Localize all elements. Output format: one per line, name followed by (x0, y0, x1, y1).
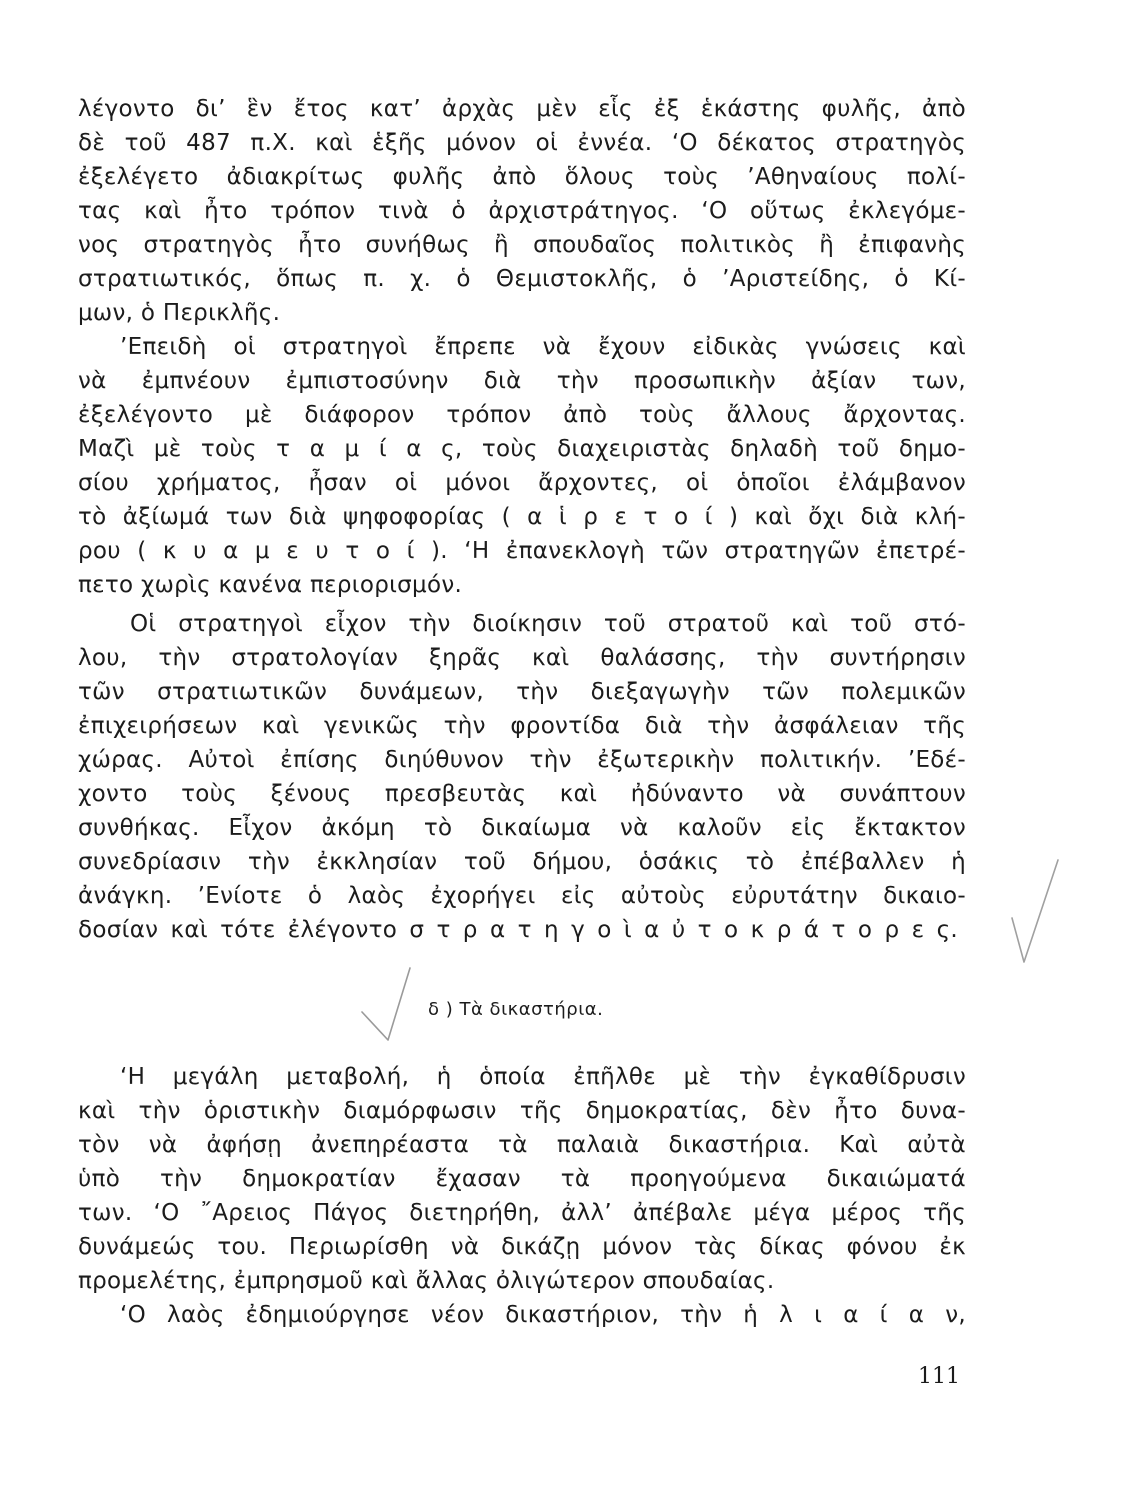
text-line: ἀνάγκη. ’Ενίοτε ὁ λαὸς ἐχορήγει εἰς αὐτοὺς εὐρυτάτην δικαιο- (78, 883, 966, 909)
text-line: μων, ὁ Περικλῆς. (78, 300, 281, 326)
text-line: ρου ( κ υ α μ ε υ τ ο ί ). ‘Η ἐπανεκλογὴ τῶν στρατηγῶν ἐπετρέ- (78, 538, 966, 564)
text-line: πετο χωρὶς κανένα περιορισμόν. (78, 572, 463, 598)
text-line: σίου χρήματος, ἦσαν οἱ μόνοι ἄρχοντες, οἱ ὁποῖοι ἐλάμβανον (78, 470, 966, 496)
text-line: λου, τὴν στρατολογίαν ξηρᾶς καὶ θαλάσσης, τὴν συντήρησιν (78, 645, 966, 671)
text-line: Μαζὶ μὲ τοὺς τ α μ ί α ς, τοὺς διαχειριστὰς δηλαδὴ τοῦ δημο- (78, 436, 966, 462)
page-number: 111 (918, 1364, 960, 1389)
text-line: συνεδρίασιν τὴν ἐκκλησίαν τοῦ δήμου, ὁσάκις τὸ ἐπέβαλλεν ἡ (78, 849, 966, 875)
text-line: νος στρατηγὸς ἦτο συνήθως ἢ σπουδαῖος πολιτικὸς ἢ ἐπιφανὴς (78, 232, 966, 258)
text-line: λέγοντο δι’ ἓν ἔτος κατ’ ἀρχὰς μὲν εἷς ἐξ ἑκάστης φυλῆς, ἀπὸ (78, 96, 966, 122)
text-line: δὲ τοῦ 487 π.Χ. καὶ ἑξῆς μόνον οἱ ἐννέα. ‘Ο δέκατος στρατηγὸς (78, 130, 966, 156)
text-line: χοντο τοὺς ξένους πρεσβευτὰς καὶ ἠδύναντο νὰ συνάπτουν (78, 781, 966, 807)
text-line: στρατιωτικός, ὅπως π. χ. ὁ Θεμιστοκλῆς, ὁ ’Αριστείδης, ὁ Κί- (78, 266, 966, 292)
text-line: ἐξελέγοντο μὲ διάφορον τρόπον ἀπὸ τοὺς ἄλλους ἄρχοντας. (78, 402, 966, 428)
text-line: Οἱ στρατηγοὶ εἶχον τὴν διοίκησιν τοῦ στρατοῦ καὶ τοῦ στό- (130, 611, 966, 637)
text-line: συνθήκας. Εἶχον ἀκόμη τὸ δικαίωμα νὰ καλοῦν εἰς ἔκτακτον (78, 815, 966, 841)
pencil-checkmark-icon (362, 968, 410, 1040)
text-line: ἐξελέγετο ἀδιακρίτως φυλῆς ἀπὸ ὅλους τοὺς ’Αθηναίους πολί- (78, 164, 966, 190)
text-line: ὑπὸ τὴν δημοκρατίαν ἔχασαν τὰ προηγούμενα δικαιώματά (78, 1166, 966, 1192)
text-line: δοσίαν καὶ τότε ἐλέγοντο σ τ ρ α τ η γ ο ὶ α ὐ τ ο κ ρ ά τ ο ρ ε ς. (78, 917, 958, 943)
pencil-checkmark-icon (1012, 860, 1058, 962)
text-line: νὰ ἐμπνέουν ἐμπιστοσύνην διὰ τὴν προσωπικὴν ἀξίαν των, (78, 368, 966, 394)
section-heading: δ ) Τὰ δικαστήρια. (428, 999, 604, 1020)
text-line: ἐπιχειρήσεων καὶ γενικῶς τὴν φροντίδα διὰ τὴν ἀσφάλειαν τῆς (78, 713, 966, 739)
text-line: ‘Ο λαὸς ἐδημιούργησε νέον δικαστήριον, τὴν ἡ λ ι α ί α ν, (120, 1302, 966, 1328)
text-line: τὸ ἀξίωμά των διὰ ψηφοφορίας ( α ἱ ρ ε τ ο ί ) καὶ ὄχι διὰ κλή- (78, 504, 966, 530)
text-line: τῶν στρατιωτικῶν δυνάμεων, τὴν διεξαγωγὴν τῶν πολεμικῶν (78, 679, 966, 705)
text-line: προμελέτης, ἐμπρησμοῦ καὶ ἄλλας ὀλιγώτερον σπουδαίας. (78, 1268, 775, 1294)
text-line: δυνάμεώς του. Περιωρίσθη νὰ δικάζῃ μόνον τὰς δίκας φόνου ἐκ (78, 1234, 966, 1260)
text-line: καὶ τὴν ὁριστικὴν διαμόρφωσιν τῆς δημοκρατίας, δὲν ἦτο δυνα- (78, 1098, 966, 1124)
text-line: των. ‘Ο ῎Αρειος Πάγος διετηρήθη, ἀλλ’ ἀπέβαλε μέγα μέρος τῆς (78, 1200, 966, 1226)
text-line: χώρας. Αὐτοὶ ἐπίσης διηύθυνον τὴν ἐξωτερικὴν πολιτικήν. ’Εδέ- (78, 747, 966, 773)
text-line: ‘Η μεγάλη μεταβολή, ἡ ὁποία ἐπῆλθε μὲ τὴν ἐγκαθίδρυσιν (120, 1064, 966, 1090)
text-line: τας καὶ ἦτο τρόπον τινὰ ὁ ἀρχιστράτηγος. ‘Ο οὕτως ἐκλεγόμε- (78, 198, 966, 224)
text-line: τὸν νὰ ἀφήσῃ ἀνεπηρέαστα τὰ παλαιὰ δικαστήρια. Καὶ αὐτὰ (78, 1132, 966, 1158)
text-line: ’Επειδὴ οἱ στρατηγοὶ ἔπρεπε νὰ ἔχουν εἰδικὰς γνώσεις καὶ (120, 334, 966, 360)
